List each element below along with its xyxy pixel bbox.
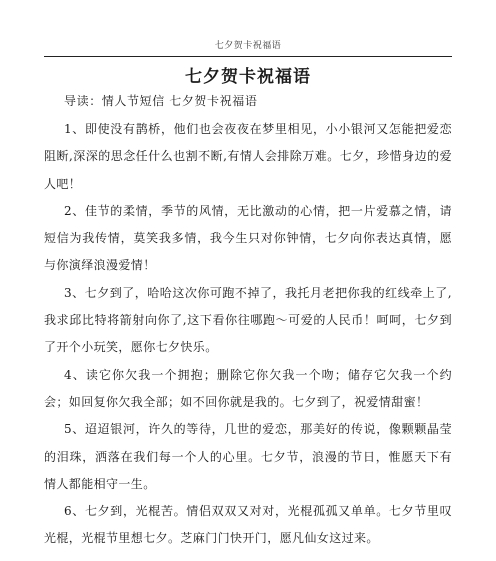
intro-line: 导读：情人节短信 七夕贺卡祝福语 xyxy=(64,94,258,108)
document-body xyxy=(44,116,452,553)
document-title: 七夕贺卡祝福语 xyxy=(185,67,311,87)
paragraph-3: 3、七夕到了，哈哈这次你可跑不掉了，我托月老把你我的红线牵上了,我求邱比特将箭射向你了,这下看你往哪跑～可爱的人民币！呵呵，七夕到了开个小玩笑，愿你七夕快乐。 xyxy=(44,285,452,355)
running-header: 七夕贺卡祝福语 xyxy=(214,41,282,51)
paragraph-1: 1、即使没有鹊桥，他们也会夜夜在梦里相见，小小银河又怎能把爱恋阻断,深深的思念任什么也割不断,有情人会排除万难。七夕，珍惜身边的爱人吧！ xyxy=(44,122,452,191)
paragraph-2: 2、佳节的柔情，季节的风情，无比激动的心情，把一片爱慕之情，请短信为我传情，莫笑我多情，我今生只对你钟情，七夕向你表达真情，愿与你演绎浪漫爱情！ xyxy=(44,203,452,273)
paragraph-6: 6、七夕到，光棍苦。情侣双双又对对，光棍孤孤又单单。七夕节里叹光棍，光棍节里想七夕。芝麻门门快开门，愿凡仙女这过来。 xyxy=(44,504,452,546)
paragraph-4: 4、读它你欠我一个拥抱；删除它你欠我一个吻；储存它欠我一个约会；如回复你欠我全部；如不回你就是我的。七夕到了，祝爱情甜蜜！ xyxy=(44,367,452,409)
header-divider xyxy=(44,56,452,57)
paragraph-5: 5、迢迢银河，许久的等待，几世的爱恋，那美好的传说，像颗颗晶莹的泪珠，洒落在我们每一个人的心里。七夕节，浪漫的节日，惟愿天下有情人都能相守一生。 xyxy=(44,422,452,491)
